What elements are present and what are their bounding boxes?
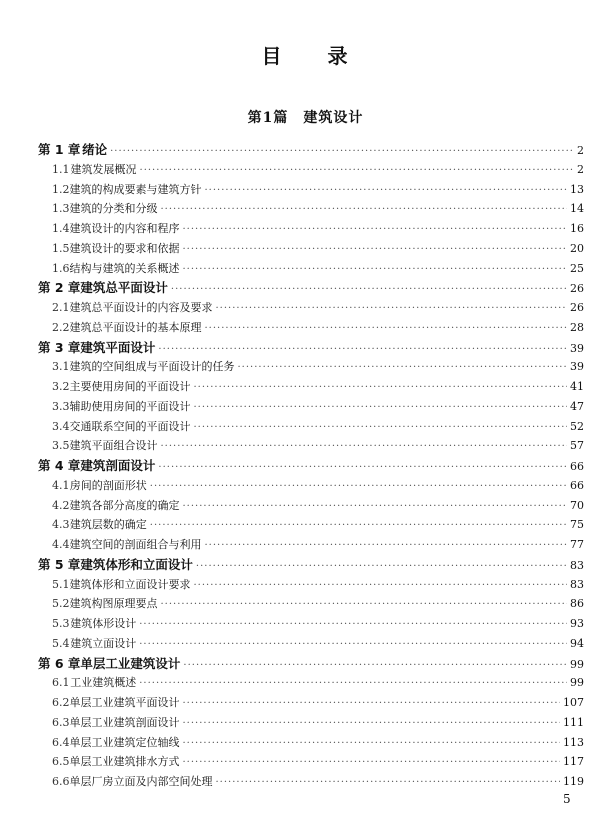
entry-page-number: 14 — [570, 202, 584, 216]
entry-number: 2.2 — [52, 320, 70, 334]
dot-leader — [161, 437, 568, 457]
part-title: 第1篇 建筑设计 — [247, 110, 364, 126]
dot-leader — [161, 200, 568, 220]
entry-page-number: 16 — [570, 222, 584, 235]
entry-title: 建筑剖面设计 — [80, 458, 156, 473]
toc-section-entry[interactable] — [38, 772, 584, 792]
entry-page-number: 77 — [570, 538, 584, 551]
entry-title: 单层工业建筑平面设计 — [69, 696, 180, 709]
entry-title: 建筑空间的剖面组合与利用 — [69, 538, 202, 551]
entry-page-number: 111 — [563, 715, 584, 729]
dot-leader — [139, 615, 567, 635]
entry-title: 建筑的分类和分级 — [69, 202, 158, 216]
toc-section-entry[interactable] — [38, 318, 584, 338]
dot-leader — [183, 753, 561, 773]
entry-title: 绪论 — [82, 142, 108, 157]
dot-leader — [194, 576, 568, 596]
entry-title: 工业建筑概述 — [70, 676, 137, 690]
toc-section-entry[interactable] — [38, 180, 584, 200]
page-number: 5 — [563, 792, 571, 806]
entry-title: 建筑的空间组成与平面设计的任务 — [69, 360, 235, 374]
toc-section-entry[interactable] — [38, 436, 584, 456]
toc-section-entry[interactable] — [38, 239, 584, 259]
entry-page-number: 75 — [570, 518, 584, 532]
entry-page-number: 2 — [577, 144, 584, 157]
entry-page-number: 66 — [570, 460, 584, 473]
entry-number: 3.4 — [52, 419, 70, 433]
entry-number: 5.2 — [52, 597, 70, 611]
entry-page-number: 57 — [570, 439, 584, 453]
entry-title: 建筑的构成要素与建筑方针 — [69, 182, 202, 196]
entry-title: 建筑层数的确定 — [69, 518, 147, 532]
entry-page-number: 113 — [563, 735, 584, 749]
toc-section-entry[interactable] — [38, 298, 584, 318]
entry-page-number: 41 — [570, 380, 584, 393]
entry-number: 3.2 — [52, 380, 70, 393]
toc-chapter-entry[interactable] — [38, 338, 584, 358]
entry-page-number: 119 — [563, 775, 584, 788]
toc-chapter-entry[interactable] — [38, 654, 584, 674]
dot-leader — [216, 773, 561, 793]
entry-page-number: 66 — [570, 478, 584, 492]
dot-leader — [183, 220, 568, 240]
entry-page-number: 94 — [570, 636, 584, 650]
toc-section-entry[interactable] — [38, 575, 584, 595]
entry-title: 单层工业建筑定位轴线 — [69, 735, 180, 749]
toc-section-entry[interactable] — [38, 634, 584, 654]
dot-leader — [183, 694, 561, 714]
toc-chapter-entry[interactable] — [38, 555, 584, 575]
toc-section-entry[interactable] — [38, 219, 584, 239]
entry-number: 2.1 — [52, 301, 70, 314]
dot-leader — [150, 477, 567, 497]
toc-section-entry[interactable] — [38, 377, 584, 397]
entry-page-number: 39 — [570, 341, 584, 355]
entry-title: 房间的剖面形状 — [69, 478, 147, 492]
toc-section-entry[interactable] — [38, 594, 584, 614]
entry-number: 第 6 章 — [38, 655, 81, 671]
dot-leader — [183, 714, 561, 734]
entry-number: 1.6 — [52, 261, 70, 275]
entry-title: 建筑总平面设计的基本原理 — [69, 320, 202, 334]
entry-number: 5.1 — [52, 577, 70, 591]
dot-leader — [238, 358, 568, 378]
entry-number: 6.6 — [52, 775, 70, 788]
entry-page-number: 28 — [570, 320, 584, 334]
dot-leader — [183, 240, 568, 260]
entry-number: 6.3 — [52, 715, 70, 729]
entry-page-number: 70 — [570, 498, 584, 512]
entry-page-number: 13 — [570, 182, 584, 196]
entry-page-number: 107 — [563, 696, 584, 709]
entry-number: 4.1 — [52, 478, 70, 492]
entry-page-number: 52 — [570, 419, 584, 433]
entry-page-number: 47 — [570, 399, 584, 413]
dot-leader — [183, 497, 568, 517]
entry-page-number: 83 — [570, 558, 584, 572]
dot-leader — [140, 161, 574, 181]
entry-number: 3.1 — [52, 360, 70, 374]
entry-number: 第 2 章 — [38, 280, 81, 296]
entry-title: 建筑各部分高度的确定 — [69, 498, 180, 512]
dot-leader — [139, 635, 567, 655]
toc-section-entry[interactable] — [38, 752, 584, 772]
table-of-contents — [38, 140, 584, 792]
toc-section-entry[interactable] — [38, 397, 584, 417]
entry-number: 第 5 章 — [38, 556, 81, 572]
toc-section-entry[interactable] — [38, 693, 584, 713]
toc-section-entry[interactable] — [38, 614, 584, 634]
entry-title: 建筑体形和立面设计 — [80, 556, 193, 572]
entry-number: 1.4 — [52, 222, 70, 235]
entry-number: 3.5 — [52, 439, 70, 453]
dot-leader — [205, 319, 568, 339]
dot-leader — [150, 516, 567, 536]
entry-page-number: 39 — [570, 360, 584, 374]
entry-number: 1.3 — [52, 202, 70, 216]
entry-page-number: 83 — [570, 577, 584, 591]
entry-number: 第 1 章 — [38, 142, 81, 157]
page-title: 目 录 — [261, 44, 350, 68]
entry-number: 4.2 — [52, 498, 70, 512]
entry-title: 建筑平面设计 — [80, 339, 156, 355]
toc-chapter-entry[interactable] — [38, 140, 584, 160]
entry-page-number: 2 — [577, 162, 584, 176]
toc-section-entry[interactable] — [38, 535, 584, 555]
entry-title: 建筑体形设计 — [70, 617, 137, 630]
dot-leader — [139, 674, 567, 694]
entry-page-number: 25 — [570, 261, 584, 275]
toc-section-entry[interactable] — [38, 713, 584, 733]
dot-leader — [183, 260, 568, 280]
dot-leader — [205, 181, 568, 201]
entry-page-number: 86 — [570, 597, 584, 611]
entry-page-number: 26 — [570, 282, 584, 296]
dot-leader — [183, 734, 561, 754]
entry-number: 6.2 — [52, 696, 70, 709]
entry-title: 单层厂房立面及内部空间处理 — [69, 775, 213, 788]
toc-section-entry[interactable] — [38, 259, 584, 279]
toc-section-entry[interactable] — [38, 357, 584, 377]
entry-number: 1.5 — [52, 241, 70, 255]
entry-title: 建筑构图原理要点 — [69, 597, 158, 611]
entry-number: 5.3 — [52, 617, 70, 630]
toc-chapter-entry[interactable] — [38, 278, 584, 298]
entry-title: 建筑设计的要求和依据 — [69, 241, 180, 255]
toc-section-entry[interactable] — [38, 496, 584, 516]
toc-section-entry[interactable] — [38, 673, 584, 693]
entry-page-number: 20 — [570, 241, 584, 255]
entry-number: 第 3 章 — [38, 339, 81, 355]
entry-number: 4.3 — [52, 518, 70, 532]
entry-page-number: 99 — [570, 676, 584, 690]
toc-section-entry[interactable] — [38, 160, 584, 180]
toc-section-entry[interactable] — [38, 515, 584, 535]
entry-title: 交通联系空间的平面设计 — [69, 419, 191, 433]
dot-leader — [194, 378, 568, 398]
dot-leader — [110, 142, 574, 162]
entry-title: 单层工业建筑排水方式 — [69, 755, 180, 769]
toc-section-entry[interactable] — [38, 199, 584, 219]
entry-title: 结构与建筑的关系概述 — [69, 261, 180, 275]
entry-page-number: 26 — [570, 301, 584, 314]
toc-section-entry[interactable] — [38, 476, 584, 496]
entry-title: 单层工业建筑设计 — [80, 655, 181, 671]
dot-leader — [205, 536, 568, 556]
toc-section-entry[interactable] — [38, 733, 584, 753]
toc-section-entry[interactable] — [38, 417, 584, 437]
toc-chapter-entry[interactable] — [38, 456, 584, 476]
entry-title: 建筑设计的内容和程序 — [69, 222, 180, 235]
dot-leader — [196, 557, 567, 577]
entry-number: 5.4 — [52, 636, 70, 650]
entry-number: 4.4 — [52, 538, 70, 551]
entry-number: 3.3 — [52, 399, 70, 413]
entry-page-number: 99 — [570, 657, 584, 671]
entry-number: 6.5 — [52, 755, 70, 769]
entry-title: 单层工业建筑剖面设计 — [69, 715, 180, 729]
dot-leader — [216, 299, 568, 319]
dot-leader — [158, 458, 567, 478]
entry-number: 第 4 章 — [38, 458, 81, 473]
entry-number: 1.2 — [52, 182, 70, 196]
entry-page-number: 93 — [570, 617, 584, 630]
dot-leader — [194, 398, 568, 418]
entry-title: 主要使用房间的平面设计 — [69, 380, 191, 393]
entry-title: 辅助使用房间的平面设计 — [69, 399, 191, 413]
entry-title: 建筑总平面设计的内容及要求 — [69, 301, 213, 314]
entry-number: 1.1 — [52, 162, 70, 176]
dot-leader — [194, 418, 568, 438]
entry-title: 建筑立面设计 — [70, 636, 137, 650]
entry-number: 6.4 — [52, 735, 70, 749]
dot-leader — [171, 280, 567, 300]
dot-leader — [183, 656, 567, 676]
entry-title: 建筑发展概况 — [70, 162, 137, 176]
entry-number: 6.1 — [52, 676, 70, 690]
dot-leader — [161, 595, 568, 615]
entry-title: 建筑总平面设计 — [80, 280, 168, 296]
entry-page-number: 117 — [563, 755, 584, 769]
entry-title: 建筑体形和立面设计要求 — [69, 577, 191, 591]
entry-title: 建筑平面组合设计 — [69, 439, 158, 453]
